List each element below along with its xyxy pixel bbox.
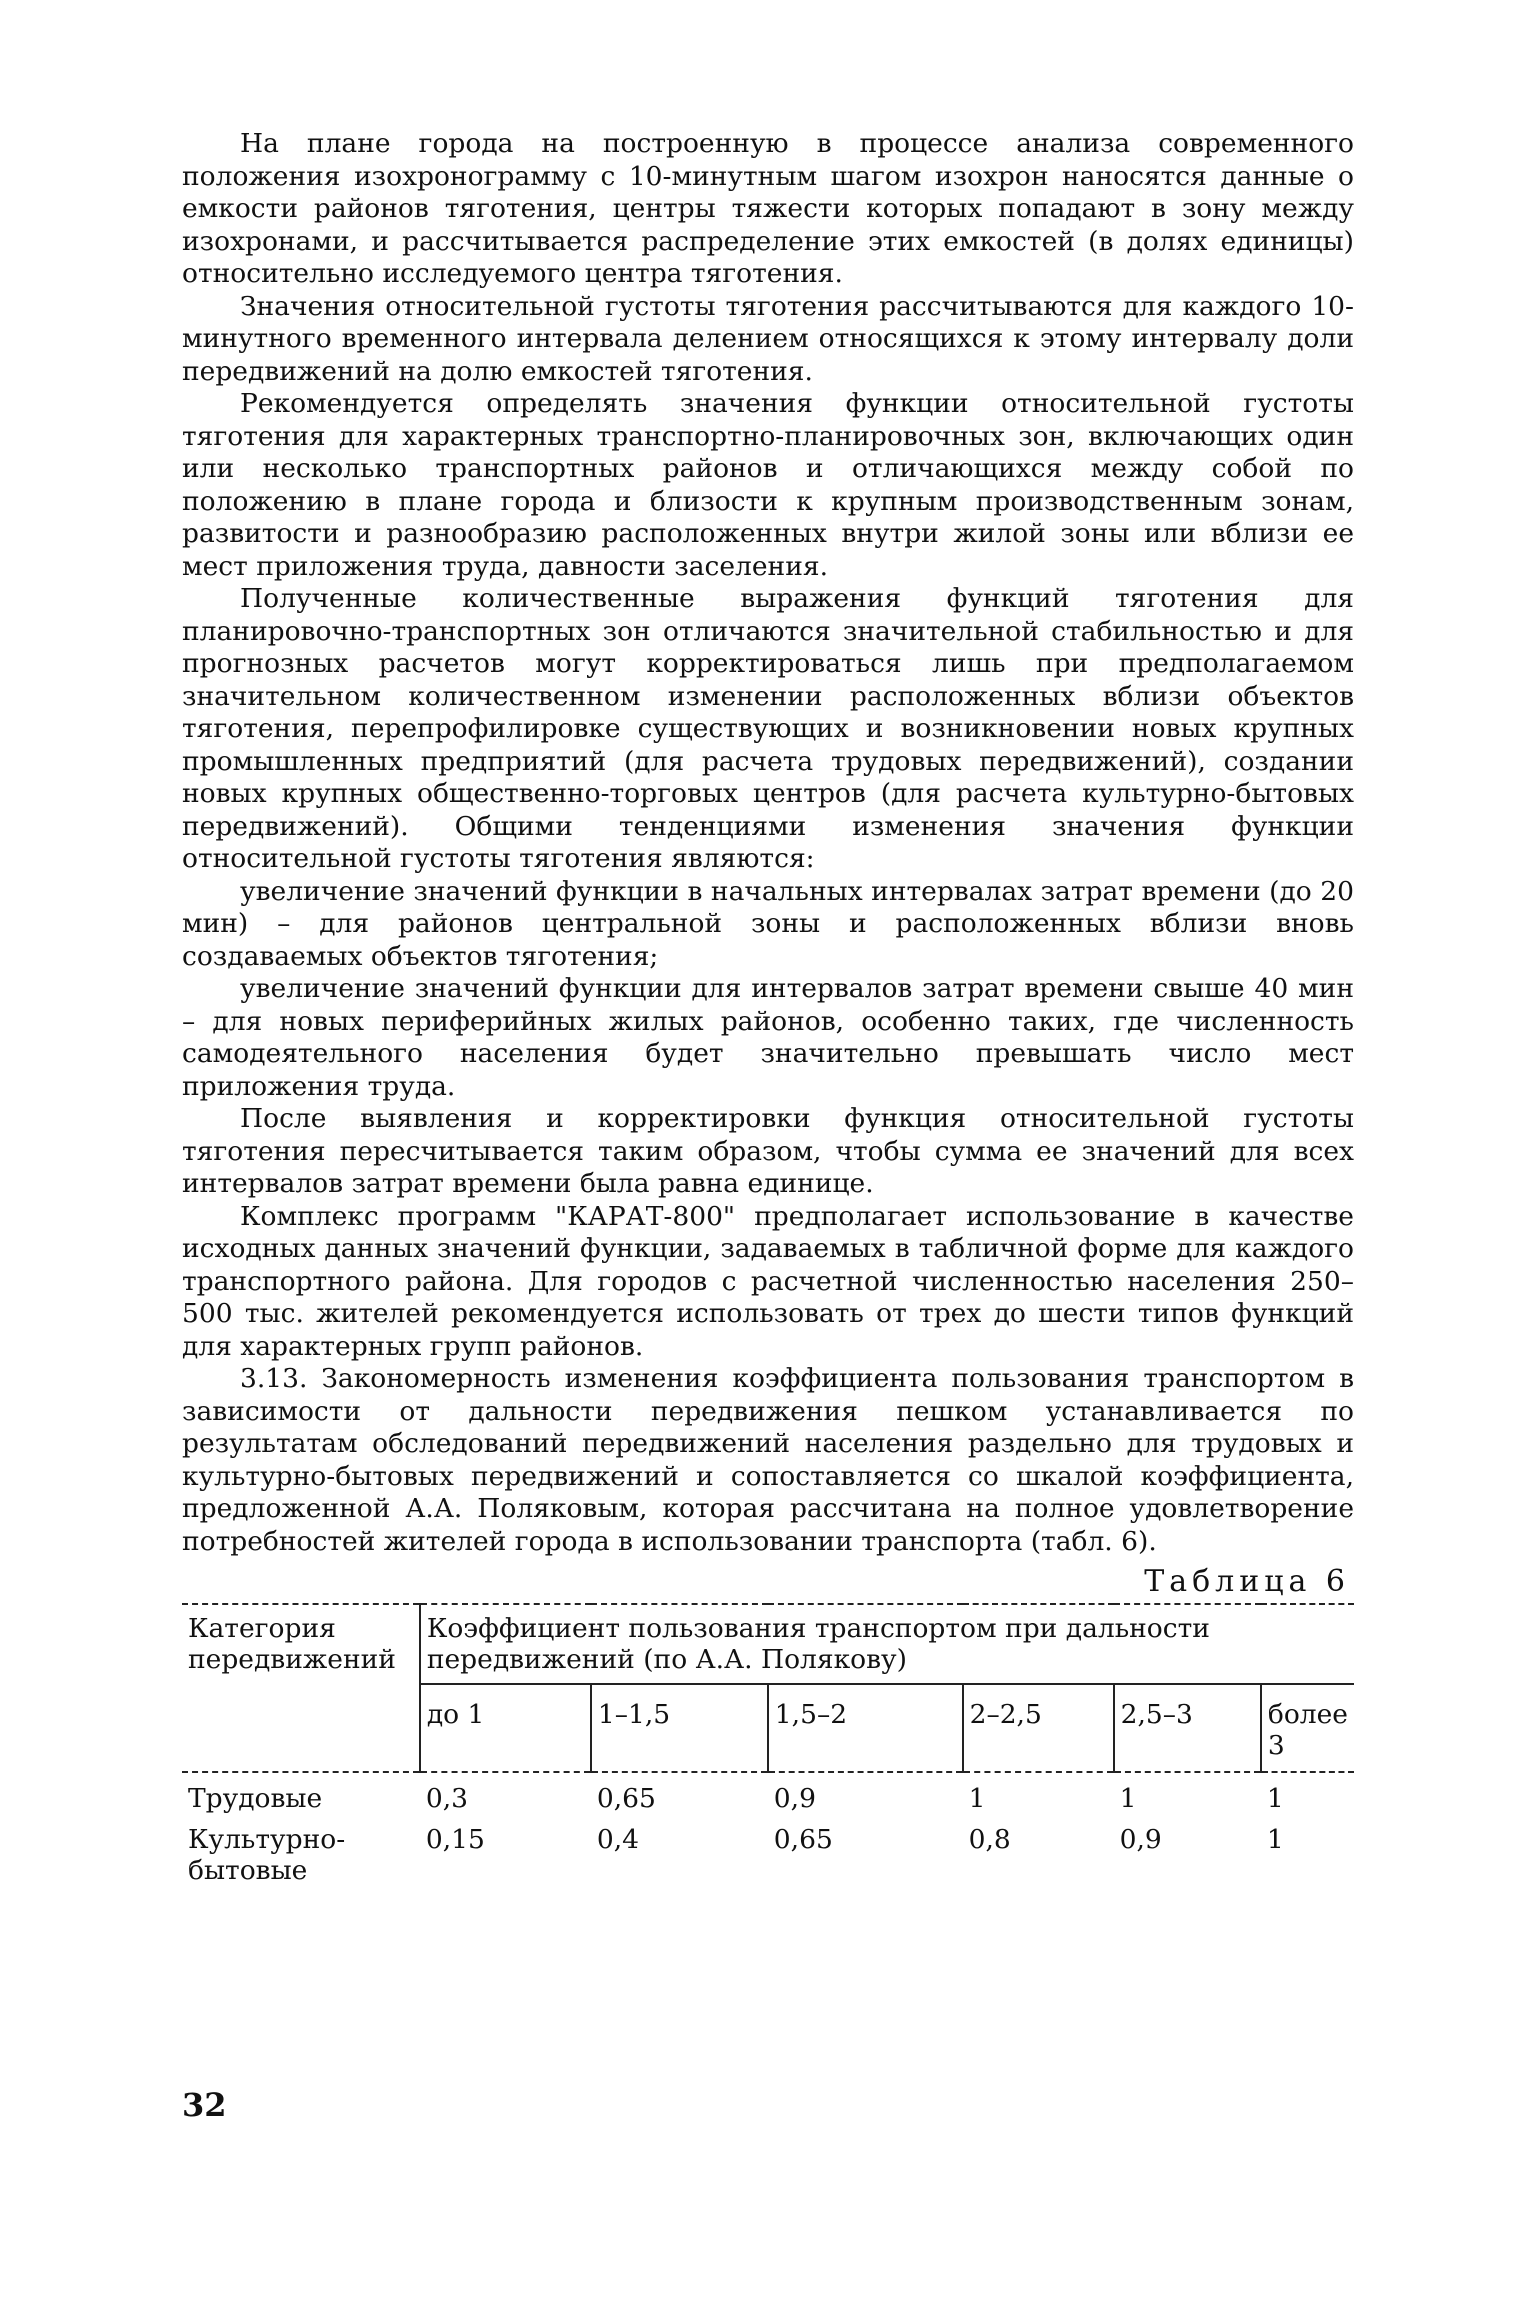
subheader-distance: 1–1,5 xyxy=(591,1684,768,1772)
subheader-distance: до 1 xyxy=(420,1684,591,1772)
paragraph-2: Значения относительной густоты тяготения рассчитываются для каждого 10-минутного временного интервала делением относящихся к этому интервалу доли передвижений на долю емкостей тяготения. xyxy=(182,290,1354,387)
paragraph-1: На плане города на построенную в процессе анализа современного положения изохронограмму с 10-минутным шагом изохрон наносятся данные о емкости районов тяготения, центры тяжести которых попадают в зону между изохронами, и рассчитывается распределение этих емкостей (в долях единицы) относительно исследуемого центра тяготения. xyxy=(182,128,1354,289)
table-6 xyxy=(182,1603,1354,1886)
table-cell: 1 xyxy=(1119,1782,1137,1814)
table-cell: 0,9 xyxy=(1119,1823,1162,1855)
table-cell: 0,15 xyxy=(425,1823,485,1855)
category-header: Категория передвижений xyxy=(182,1604,420,1772)
table-caption: Таблица 6 xyxy=(1144,1564,1350,1599)
table-row xyxy=(182,1772,1354,1814)
table-cell: 0,8 xyxy=(968,1823,1011,1855)
table-cell: 0,65 xyxy=(596,1782,656,1814)
paragraph-7: 3.13. Закономерность изменения коэффициента пользования транспортом в зависимости от дальности передвижения пешком устанавливается по результатам обследований передвижений населения раздельно для трудовых и культурно-бытовых передвижений и сопоставляется со шкалой коэффициента, предложенной А.А. Поляковым, которая рассчитана на полное удовлетворение потребностей жителей города в использовании транспорта (табл. 6). xyxy=(182,1363,1354,1557)
page-body xyxy=(182,128,1354,1886)
paragraph-3: Рекомендуется определять значения функции относительной густоты тяготения для характерных транспортно-планировочных зон, включающих один или несколько транспортных районов и отличающихся между собой по положению в плане города и близости к крупным производственным зонам, развитости и разнообразию расположенных внутри жилой зоны или вблизи ее мест приложения труда, давности заселения. xyxy=(182,388,1354,582)
row-category: Трудовые xyxy=(188,1782,323,1814)
table-row xyxy=(182,1814,1354,1886)
table-cell: 1 xyxy=(968,1782,986,1814)
row-category: Культурно-бытовые xyxy=(188,1823,346,1886)
subheader-distance: 2,5–3 xyxy=(1114,1684,1261,1772)
subheader-distance: 2–2,5 xyxy=(963,1684,1114,1772)
table-cell: 1 xyxy=(1266,1782,1284,1814)
paragraph-5: После выявления и корректировки функция относительной густоты тяготения пересчитывается таким образом, чтобы сумма ее значений для всех интервалов затрат времени была равна единице. xyxy=(182,1103,1354,1199)
subheader-distance: более 3 xyxy=(1261,1684,1354,1772)
table-cell: 0,4 xyxy=(596,1823,639,1855)
paragraph-6: Комплекс программ "КАРАТ-800" предполагает использование в качестве исходных данных значений функции, задаваемых в табличной форме для каждого транспортного района. Для городов с расчетной численностью населения 250–500 тыс. жителей рекомендуется использовать от трех до шести типов функций для характерных групп районов. xyxy=(182,1200,1354,1362)
list-item-2: увеличение значений функции для интервалов затрат времени свыше 40 мин – для новых периферийных жилых районов, особенно таких, где численность самодеятельного населения будет значительно превышать число мест приложения труда. xyxy=(182,973,1354,1102)
list-item-1: увеличение значений функции в начальных интервалах затрат времени (до 20 мин) – для районов центральной зоны и расположенных вблизи вновь создаваемых объектов тяготения; xyxy=(182,875,1354,972)
paragraph-4: Полученные количественные выражения функций тяготения для планировочно-транспортных зон отличаются значительной стабильностью и для прогнозных расчетов могут корректироваться лишь при предполагаемом значительном количественном изменении расположенных вблизи объектов тяготения, перепрофилировке существующих и возникновении новых крупных промышленных предприятий (для расчета трудовых передвижений), создании новых крупных общественно-торговых центров (для расчета культурно-бытовых передвижений). Общими тенденциями изменения значения функции относительной густоты тяготения являются: xyxy=(182,583,1354,874)
table-cell: 1 xyxy=(1266,1823,1284,1855)
coefficient-header: Коэффициент пользования транспортом при дальности передвижений (по А.А. Полякову) xyxy=(420,1604,1354,1684)
table-cell: 0,9 xyxy=(773,1782,816,1814)
table-cell: 0,65 xyxy=(773,1823,833,1855)
subheader-distance: 1,5–2 xyxy=(768,1684,963,1772)
page-number: 32 xyxy=(182,2086,227,2124)
table-cell: 0,3 xyxy=(425,1782,468,1814)
